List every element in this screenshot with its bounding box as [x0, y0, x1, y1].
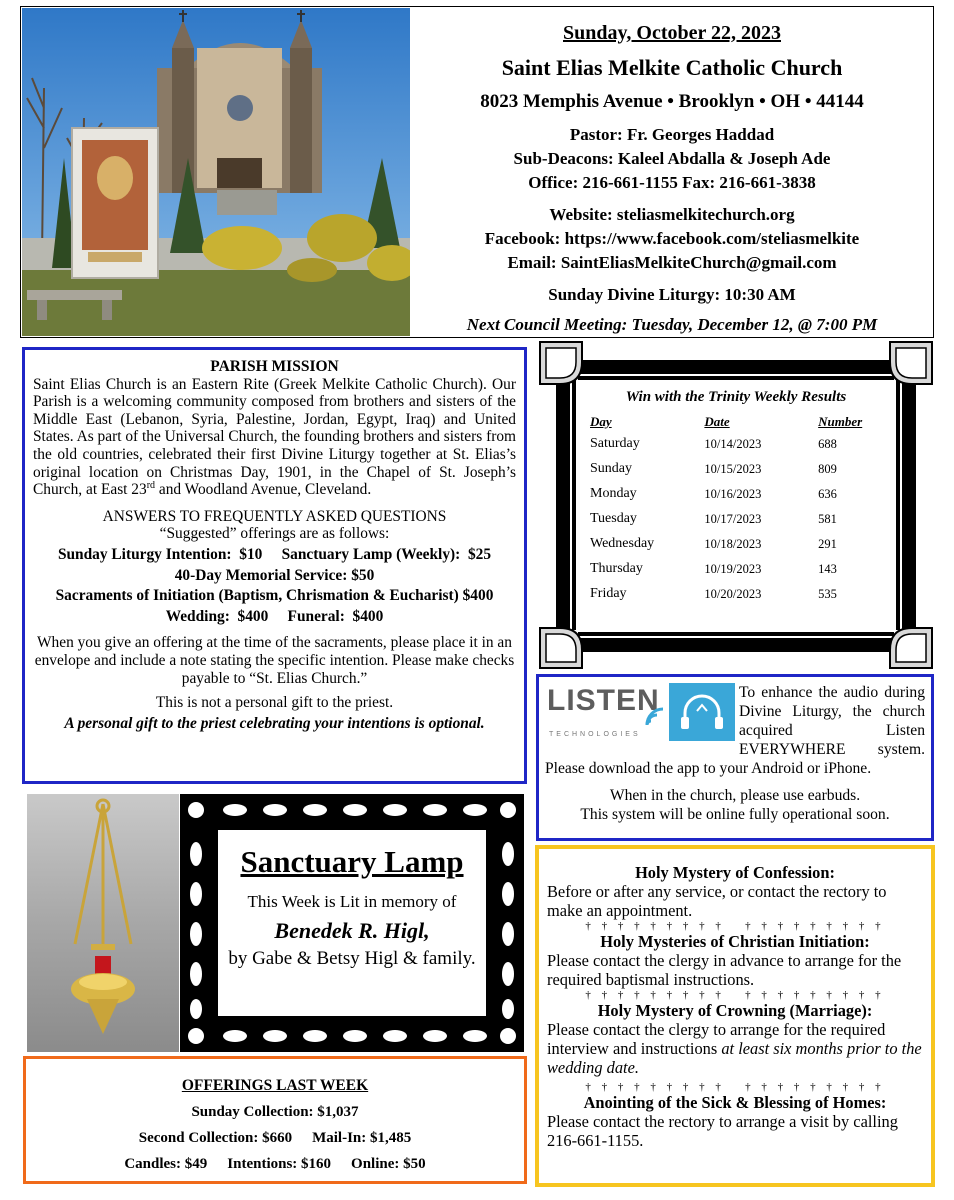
facebook-link[interactable]: Facebook: https://www.facebook.com/steliasmelkite	[484, 229, 860, 248]
col-date: Date	[704, 414, 730, 429]
listen-sub: TECHNOLOGIES	[549, 731, 641, 738]
row-date: 10/19/2023	[704, 561, 762, 576]
col-day: Day	[590, 414, 612, 429]
listen-paragraph: To enhance the audio during Divine Liturgy, the church acquired Listen EVERYWHERE system. Please download the app to your Android or iPhone.	[545, 684, 925, 777]
office-phones: Office: 216-661-1155 Fax: 216-661-3838	[528, 173, 816, 192]
mission-text-end: and Woodland Avenue, Cleveland.	[155, 481, 372, 499]
table-row	[578, 432, 894, 457]
row-day: Sunday	[590, 461, 632, 476]
row-date: 10/14/2023	[704, 436, 762, 451]
col-number: Number	[818, 414, 863, 429]
row-date: 10/17/2023	[704, 511, 762, 526]
row-number: 143	[818, 561, 837, 576]
row-day: Tuesday	[590, 511, 637, 526]
cross-divider: † † † † † † † † † † † † † † † † † †	[585, 989, 885, 1001]
row-number: 636	[818, 486, 837, 501]
row-number: 535	[818, 586, 837, 601]
church-photo	[22, 8, 410, 336]
header-info	[412, 8, 932, 334]
row-day: Friday	[590, 586, 627, 601]
lamp-honoree: Benedek R. Higl,	[274, 918, 430, 943]
table-row	[578, 457, 894, 482]
sanctuary-lamp-photo	[27, 794, 179, 1052]
row-number: 581	[818, 511, 837, 526]
gift-note-optional: A personal gift to the priest celebrating your intentions is optional.	[64, 714, 485, 732]
liturgy-time: Sunday Divine Liturgy: 10:30 AM	[548, 285, 796, 304]
mission-title: PARISH MISSION	[210, 358, 339, 375]
cross-divider: † † † † † † † † † † † † † † † † † †	[585, 1081, 885, 1093]
row-date: 10/16/2023	[704, 486, 762, 501]
crowning-title: Holy Mystery of Crowning (Marriage):	[597, 1001, 873, 1020]
church-name: Saint Elias Melkite Catholic Church	[501, 55, 843, 80]
offerings-row-1	[26, 1104, 524, 1121]
offerings-box	[23, 1056, 527, 1184]
row-day: Thursday	[590, 561, 643, 576]
website[interactable]: Website: steliasmelkitechurch.org	[549, 205, 795, 224]
confession-text: Before or after any service, or contact the rectory to make an appointment.	[547, 882, 887, 920]
mission-text: Saint Elias Church is an Eastern Rite (Greek Melkite Catholic Church). Our Parish is a welcoming community composed from brothers and sisters of the Middle East (Lebanon, Syria, Palestine, Jordan, Egypt, Iraq) and United States. As part of the Universal Church, the founding brothers and sisters from the old countries, celebrated their first Divine Liturgy together at St. Elias’s original location on Christmas Day, 1901, in the Chapel of St. Joseph’s Church, at East 23	[33, 375, 517, 499]
trinity-results	[578, 385, 894, 630]
offering-line-4: Wedding: $400 Funeral: $400	[165, 607, 384, 625]
mail-in: Mail-In: $1,485	[312, 1130, 412, 1146]
listen-everywhere-box	[536, 674, 934, 841]
table-row	[578, 557, 894, 582]
sanctuary-lamp-dedication	[218, 830, 486, 1016]
online: Online: $50	[351, 1156, 426, 1172]
pastor: Pastor: Fr. Georges Haddad	[569, 125, 775, 144]
email-link[interactable]: Email: SaintEliasMelkiteChurch@gmail.com	[507, 253, 837, 272]
row-number: 809	[818, 461, 837, 476]
row-day: Wednesday	[590, 536, 655, 551]
row-date: 10/20/2023	[704, 586, 762, 601]
offerings-title: OFFERINGS LAST WEEK	[181, 1077, 369, 1094]
offerings-row-2	[26, 1130, 524, 1147]
offering-instructions: When you give an offering at the time of the sacraments, please place it in an envelope and include a note stating the specific intention. Please make checks payable to “St. Elias Church.”	[34, 634, 515, 687]
parish-mission-box	[22, 347, 527, 784]
listen-logo	[545, 683, 735, 741]
council-meeting: Next Council Meeting: Tuesday, December 12, @ 7:00 PM	[466, 315, 878, 334]
table-header-row	[578, 412, 894, 432]
anointing-title: Anointing of the Sick & Blessing of Homes:	[583, 1093, 887, 1112]
faq-title: ANSWERS TO FREQUENTLY ASKED QUESTIONS	[102, 507, 447, 525]
lamp-donors: by Gabe & Betsy Higl & family.	[228, 948, 476, 969]
sunday-collection: Sunday Collection: $1,037	[191, 1104, 359, 1120]
second-collection: Second Collection: $660	[138, 1130, 293, 1146]
trinity-title: Win with the Trinity Weekly Results	[625, 389, 847, 405]
faq-subtitle: “Suggested” offerings are as follows:	[159, 525, 390, 543]
intentions: Intentions: $160	[227, 1156, 332, 1172]
listen-earbuds: When in the church, please use earbuds.	[609, 787, 861, 804]
cross-divider: † † † † † † † † † † † † † † † † † †	[585, 920, 885, 932]
table-row	[578, 482, 894, 507]
row-number: 688	[818, 436, 837, 451]
crowning-italic: at least six months prior to the wedding date.	[547, 1039, 922, 1077]
row-date: 10/15/2023	[704, 461, 762, 476]
gift-note: This is not a personal gift to the priest.	[155, 694, 394, 712]
holy-mysteries-box	[535, 845, 935, 1187]
row-date: 10/18/2023	[704, 536, 762, 551]
offerings-row-3	[26, 1156, 524, 1173]
crowning-text: Please contact the clergy to arrange for the required interview and instructions	[547, 1020, 886, 1058]
mission-paragraph	[33, 376, 516, 499]
church-address: 8023 Memphis Avenue • Brooklyn • OH • 44144	[480, 91, 864, 112]
table-row	[578, 582, 894, 607]
initiation-title: Holy Mysteries of Christian Initiation:	[600, 932, 870, 951]
initiation-text: Please contact the clergy in advance to arrange for the required baptismal instructions.	[547, 951, 902, 989]
listen-online-note: This system will be online fully operational soon.	[580, 806, 890, 823]
subdeacons: Sub-Deacons: Kaleel Abdalla & Joseph Ade	[513, 149, 831, 168]
row-day: Monday	[590, 486, 637, 501]
confession-title: Holy Mystery of Confession:	[635, 863, 835, 882]
wifi-icon	[643, 703, 667, 732]
lamp-memory-line: This Week is Lit in memory of	[247, 892, 457, 911]
row-day: Saturday	[590, 436, 640, 451]
listen-wordmark: LISTEN	[547, 684, 660, 717]
offering-line-1: Sunday Liturgy Intention: $10 Sanctuary Lamp (Weekly): $25	[57, 545, 492, 563]
results-table	[578, 412, 894, 607]
mission-sup: rd	[146, 480, 156, 492]
candles: Candles: $49	[124, 1156, 208, 1172]
crowning-text-block	[547, 1020, 923, 1077]
table-row	[578, 532, 894, 557]
anointing-text: Please contact the rectory to arrange a visit by calling 216-661-1155.	[547, 1112, 898, 1150]
row-number: 291	[818, 536, 837, 551]
offering-line-3: Sacraments of Initiation (Baptism, Chrismation & Eucharist) $400	[55, 587, 494, 605]
headphones-icon	[669, 683, 735, 741]
bulletin-date: Sunday, October 22, 2023	[563, 22, 781, 44]
sanctuary-lamp-title: Sanctuary Lamp	[240, 844, 464, 879]
offering-line-2: 40-Day Memorial Service: $50	[174, 566, 375, 584]
table-row	[578, 507, 894, 532]
